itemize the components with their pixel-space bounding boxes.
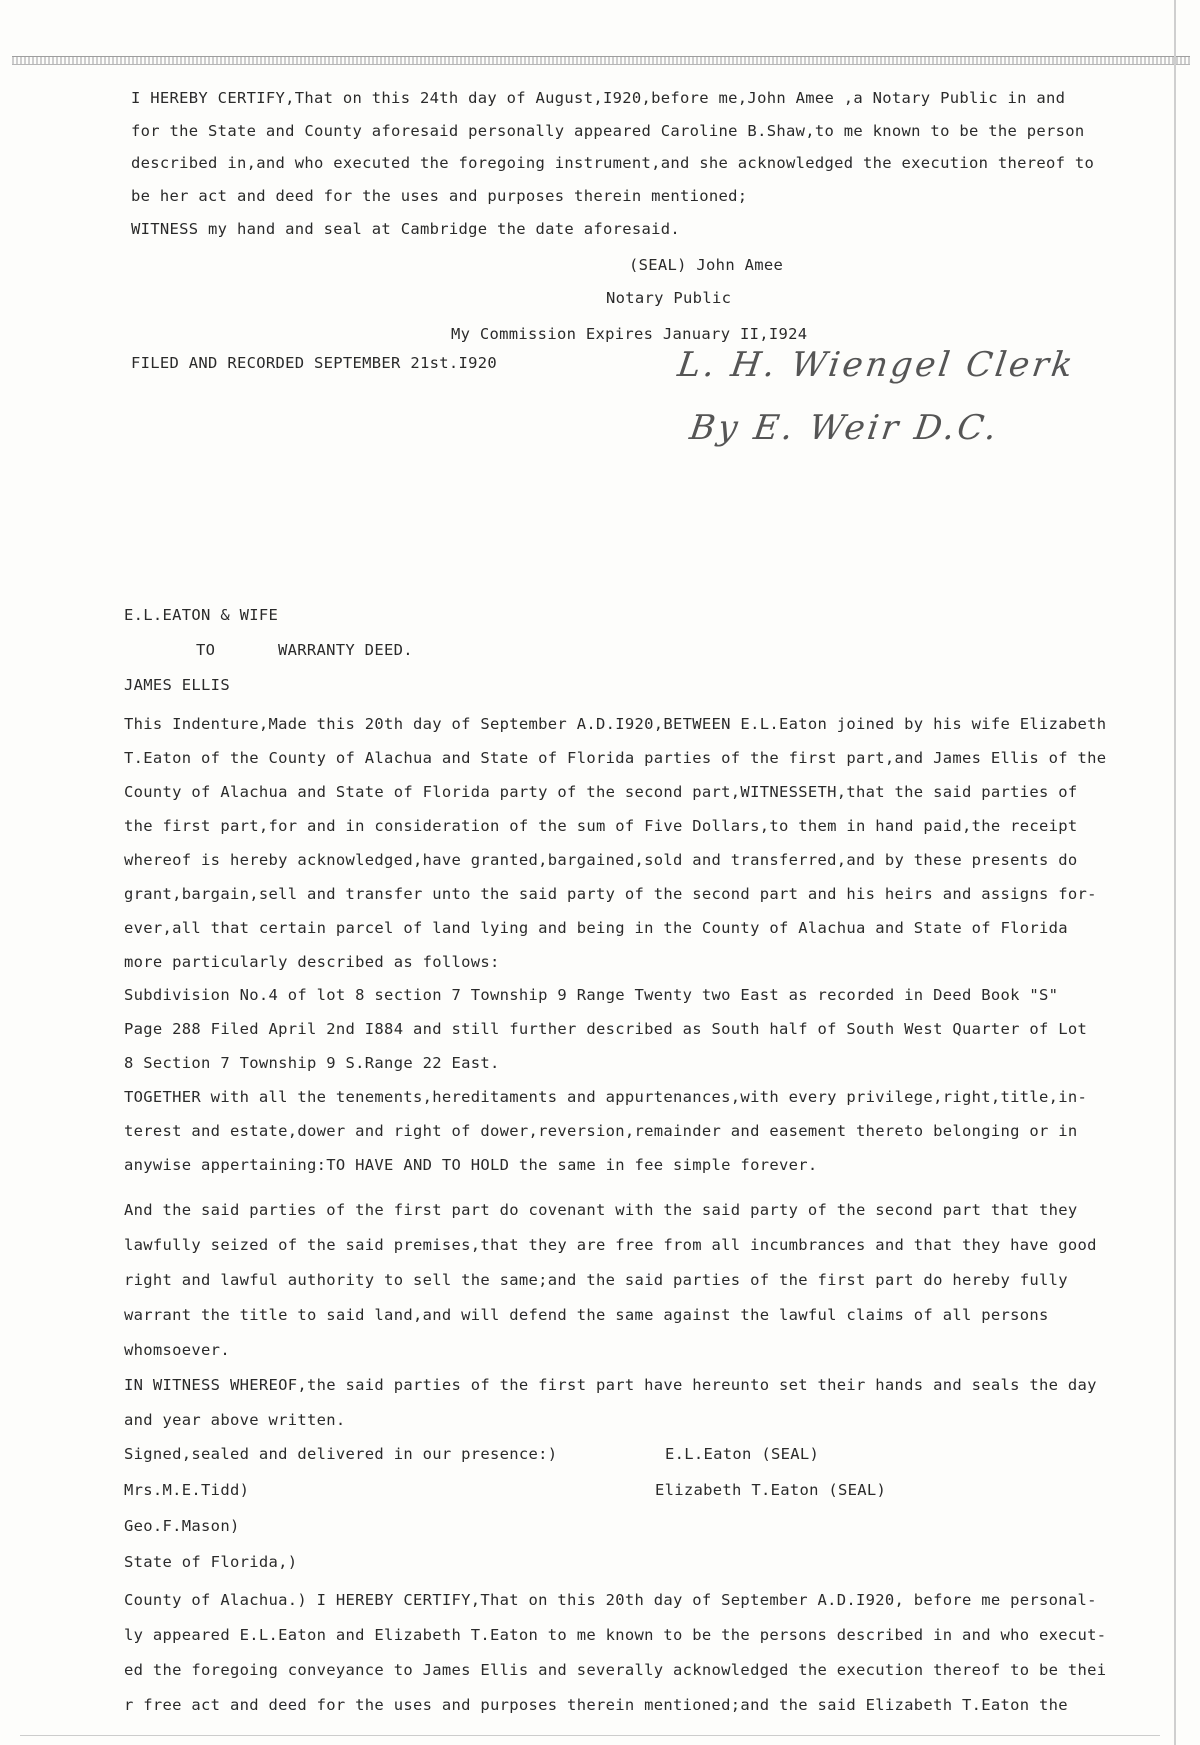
deed-line: TOGETHER with all the tenements,hereditaments and appurtenances,with every privilege,right,title,in-: [124, 1088, 1088, 1106]
commission-expiry: My Commission Expires January II,I924: [451, 325, 808, 343]
grantor-wife-signature: Elizabeth T.Eaton (SEAL): [655, 1481, 887, 1499]
ack-line: ed the foregoing conveyance to James Ellis and severally acknowledged the execution thereof to be thei: [124, 1661, 1107, 1679]
deed-line: Subdivision No.4 of lot 8 section 7 Township 9 Range Twenty two East as recorded in Deed Book "S": [124, 986, 1059, 1004]
witness-name: Mrs.M.E.Tidd): [124, 1481, 250, 1499]
grantee-name: JAMES ELLIS: [124, 676, 230, 694]
deed-line: IN WITNESS WHEREOF,the said parties of the first part have hereunto set their hands and seals the day: [124, 1376, 1097, 1394]
signed-sealed-line: Signed,sealed and delivered in our presence:): [124, 1445, 558, 1463]
deed-line: whomsoever.: [124, 1341, 230, 1359]
deed-line: County of Alachua and State of Florida party of the second part,WITNESSETH,that the said parties of: [124, 783, 1078, 801]
ack-line: County of Alachua.) I HEREBY CERTIFY,That on this 20th day of September A.D.I920, before me personal-: [124, 1591, 1097, 1609]
deed-line: anywise appertaining:TO HAVE AND TO HOLD the same in fee simple forever.: [124, 1156, 818, 1174]
deed-line: ever,all that certain parcel of land lying and being in the County of Alachua and State of Florida: [124, 919, 1068, 937]
right-margin-line: [1174, 0, 1176, 1745]
ack-line: r free act and deed for the uses and purposes therein mentioned;and the said Elizabeth T.Eaton the: [124, 1696, 1068, 1714]
deed-line: grant,bargain,sell and transfer unto the said party of the second part and his heirs and assigns for-: [124, 885, 1097, 903]
deed-type: WARRANTY DEED.: [278, 641, 413, 659]
bottom-border-rule: [20, 1735, 1160, 1736]
deed-to: TO: [196, 641, 216, 659]
witness-name: Geo.F.Mason): [124, 1517, 240, 1535]
ack-line: State of Florida,): [124, 1553, 298, 1571]
top-border-rule: [12, 56, 1190, 65]
notary-seal-line: (SEAL) John Amee: [629, 256, 784, 274]
certificate-line: described in,and who executed the foregoing instrument,and she acknowledged the execution thereof to: [131, 154, 1095, 172]
deed-line: warrant the title to said land,and will defend the same against the lawful claims of all persons: [124, 1306, 1049, 1324]
certificate-line: be her act and deed for the uses and purposes therein mentioned;: [131, 187, 748, 205]
notary-title: Notary Public: [606, 289, 732, 307]
certificate-line: I HEREBY CERTIFY,That on this 24th day of August,I920,before me,John Amee ,a Notary Public in and: [131, 89, 1066, 107]
deed-line: terest and estate,dower and right of dower,reversion,remainder and easement thereto belonging or in: [124, 1122, 1078, 1140]
certificate-line: WITNESS my hand and seal at Cambridge the date aforesaid.: [131, 220, 681, 238]
deed-line: lawfully seized of the said premises,that they are free from all incumbrances and that they have good: [124, 1236, 1097, 1254]
deed-line: This Indenture,Made this 20th day of September A.D.I920,BETWEEN E.L.Eaton joined by his wife Elizabeth: [124, 715, 1107, 733]
certificate-line: for the State and County aforesaid personally appeared Caroline B.Shaw,to me known to be the person: [131, 122, 1085, 140]
deed-line: whereof is hereby acknowledged,have granted,bargained,sold and transferred,and by these presents do: [124, 851, 1078, 869]
deed-line: more particularly described as follows:: [124, 953, 500, 971]
deed-line: and year above written.: [124, 1411, 346, 1429]
grantor-signature: E.L.Eaton (SEAL): [665, 1445, 820, 1463]
deputy-clerk-signature: By E. Weir D.C.: [687, 408, 1002, 448]
deed-line: the first part,for and in consideration of the sum of Five Dollars,to them in hand paid,the receipt: [124, 817, 1078, 835]
filed-recorded-stamp: FILED AND RECORDED SEPTEMBER 21st.I920: [131, 354, 498, 372]
deed-line: Page 288 Filed April 2nd I884 and still further described as South half of South West Quarter of Lot: [124, 1020, 1088, 1038]
deed-line: T.Eaton of the County of Alachua and State of Florida parties of the first part,and James Ellis of the: [124, 749, 1107, 767]
deed-line: right and lawful authority to sell the same;and the said parties of the first part do hereby fully: [124, 1271, 1068, 1289]
ack-line: ly appeared E.L.Eaton and Elizabeth T.Eaton to me known to be the persons described in and who execut-: [124, 1626, 1107, 1644]
grantor-name: E.L.EATON & WIFE: [124, 606, 279, 624]
deed-line: 8 Section 7 Township 9 S.Range 22 East.: [124, 1054, 500, 1072]
deed-line: And the said parties of the first part do covenant with the said party of the second part that they: [124, 1201, 1078, 1219]
clerk-signature: L. H. Wiengel Clerk: [675, 345, 1078, 385]
